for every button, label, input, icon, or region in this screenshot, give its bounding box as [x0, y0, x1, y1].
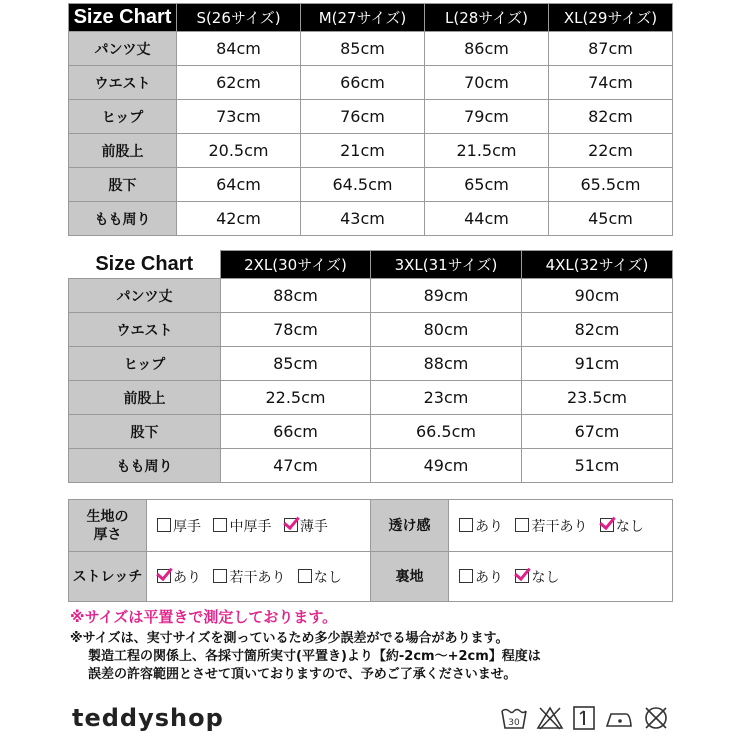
- row-label: 前股上: [69, 134, 177, 168]
- measurement-note: ※サイズは平置きで測定しております。: [70, 608, 338, 626]
- lining-label: 裏地: [371, 552, 449, 602]
- size-chart-title: Size Chart: [69, 251, 221, 279]
- option-thin[interactable]: 薄手: [284, 516, 328, 536]
- disclaimer-notes: [70, 630, 680, 684]
- table-row: [69, 347, 673, 381]
- size-header: 2XL(30サイズ): [221, 251, 371, 279]
- size-value: 62cm: [177, 66, 301, 100]
- dry-flat-icon: [572, 705, 596, 731]
- size-value: 80cm: [371, 313, 522, 347]
- size-value: 76cm: [301, 100, 425, 134]
- disclaimer-line: 製造工程の関係上、各採寸箇所実寸(平置き)より【約-2cm〜+2cm】程度は: [88, 649, 541, 664]
- size-value: 66cm: [221, 415, 371, 449]
- checkbox-icon: [515, 518, 529, 532]
- size-value: 74cm: [549, 66, 673, 100]
- sheer-label: 透け感: [371, 500, 449, 552]
- stretch-label: ストレッチ: [69, 552, 147, 602]
- table-row: [69, 134, 673, 168]
- row-label: ヒップ: [69, 100, 177, 134]
- checkbox-checked-icon: [600, 518, 614, 532]
- row-label: 前股上: [69, 381, 221, 415]
- size-value: 91cm: [522, 347, 673, 381]
- lining-options: [449, 552, 673, 602]
- sheer-options: [449, 500, 673, 552]
- disclaimer-line: 誤差の許容範囲とさせて頂いておりますので、予めご了承くださいませ。: [88, 667, 517, 682]
- checkbox-icon: [157, 518, 171, 532]
- size-value: 66cm: [301, 66, 425, 100]
- size-value: 21.5cm: [425, 134, 549, 168]
- size-value: 78cm: [221, 313, 371, 347]
- size-value: 44cm: [425, 202, 549, 236]
- option-sheer-slight[interactable]: 若干あり: [515, 516, 587, 536]
- size-value: 84cm: [177, 32, 301, 66]
- row-label: パンツ丈: [69, 279, 221, 313]
- size-value: 73cm: [177, 100, 301, 134]
- option-thick[interactable]: 厚手: [157, 516, 201, 536]
- size-value: 67cm: [522, 415, 673, 449]
- size-value: 51cm: [522, 449, 673, 483]
- size-value: 43cm: [301, 202, 425, 236]
- table-row: [69, 32, 673, 66]
- size-value: 88cm: [371, 347, 522, 381]
- table-row: [69, 449, 673, 483]
- table-row: [69, 415, 673, 449]
- row-label: もも周り: [69, 202, 177, 236]
- table-row: [69, 313, 673, 347]
- size-value: 21cm: [301, 134, 425, 168]
- size-value: 64.5cm: [301, 168, 425, 202]
- size-value: 22cm: [549, 134, 673, 168]
- option-lining-no[interactable]: なし: [515, 567, 559, 587]
- checkbox-checked-icon: [515, 569, 529, 583]
- size-value: 85cm: [301, 32, 425, 66]
- size-header: S(26サイズ): [177, 4, 301, 32]
- size-value: 89cm: [371, 279, 522, 313]
- size-header: L(28サイズ): [425, 4, 549, 32]
- size-value: 79cm: [425, 100, 549, 134]
- option-stretch-yes[interactable]: あり: [157, 567, 201, 587]
- option-stretch-no[interactable]: なし: [298, 567, 342, 587]
- no-bleach-icon: [536, 705, 564, 731]
- table-row: [69, 279, 673, 313]
- row-label: ヒップ: [69, 347, 221, 381]
- wash-temp: 30: [508, 718, 520, 728]
- size-value: 45cm: [549, 202, 673, 236]
- size-value: 64cm: [177, 168, 301, 202]
- size-value: 65cm: [425, 168, 549, 202]
- size-value: 65.5cm: [549, 168, 673, 202]
- row-label: 股下: [69, 415, 221, 449]
- stretch-options: [147, 552, 371, 602]
- size-value: 82cm: [522, 313, 673, 347]
- table-row: [69, 381, 673, 415]
- row-label: もも周り: [69, 449, 221, 483]
- size-value: 20.5cm: [177, 134, 301, 168]
- iron-low-icon: [604, 705, 634, 731]
- row-label: パンツ丈: [69, 32, 177, 66]
- row-label: 股下: [69, 168, 177, 202]
- size-value: 47cm: [221, 449, 371, 483]
- row-label: ウエスト: [69, 66, 177, 100]
- size-chart-table-1: [68, 3, 673, 236]
- size-value: 70cm: [425, 66, 549, 100]
- care-icons: [500, 705, 670, 731]
- size-value: 85cm: [221, 347, 371, 381]
- checkbox-checked-icon: [284, 518, 298, 532]
- table-row: [69, 66, 673, 100]
- size-value: 90cm: [522, 279, 673, 313]
- option-sheer-no[interactable]: なし: [600, 516, 644, 536]
- option-stretch-slight[interactable]: 若干あり: [213, 567, 285, 587]
- size-header: M(27サイズ): [301, 4, 425, 32]
- checkbox-icon: [213, 518, 227, 532]
- no-dryclean-icon: [642, 705, 670, 731]
- thickness-label: 生地の 厚さ: [69, 500, 147, 552]
- size-chart-table-2: [68, 250, 673, 483]
- size-value: 49cm: [371, 449, 522, 483]
- thickness-options: [147, 500, 371, 552]
- size-value: 86cm: [425, 32, 549, 66]
- row-label: ウエスト: [69, 313, 221, 347]
- size-header: 3XL(31サイズ): [371, 251, 522, 279]
- size-value: 42cm: [177, 202, 301, 236]
- checkbox-icon: [459, 569, 473, 583]
- size-value: 23cm: [371, 381, 522, 415]
- size-value: 23.5cm: [522, 381, 673, 415]
- option-lining-yes[interactable]: あり: [459, 567, 503, 587]
- disclaimer-line: ※サイズは、実寸サイズを測っているため多少誤差がでる場合があります。: [70, 631, 509, 646]
- checkbox-icon: [213, 569, 227, 583]
- size-value: 87cm: [549, 32, 673, 66]
- fabric-features-table: [68, 499, 673, 602]
- size-chart-title: Size Chart: [69, 4, 177, 32]
- wash-30-icon: [500, 705, 528, 731]
- checkbox-checked-icon: [157, 569, 171, 583]
- size-value: 22.5cm: [221, 381, 371, 415]
- size-value: 66.5cm: [371, 415, 522, 449]
- size-header: 4XL(32サイズ): [522, 251, 673, 279]
- checkbox-icon: [298, 569, 312, 583]
- brand-logo: teddyshop: [72, 704, 224, 732]
- size-value: 82cm: [549, 100, 673, 134]
- option-medium-thick[interactable]: 中厚手: [213, 516, 271, 536]
- option-sheer-yes[interactable]: あり: [459, 516, 503, 536]
- table-row: [69, 168, 673, 202]
- size-value: 88cm: [221, 279, 371, 313]
- table-row: [69, 202, 673, 236]
- size-header: XL(29サイズ): [549, 4, 673, 32]
- table-row: [69, 100, 673, 134]
- checkbox-icon: [459, 518, 473, 532]
